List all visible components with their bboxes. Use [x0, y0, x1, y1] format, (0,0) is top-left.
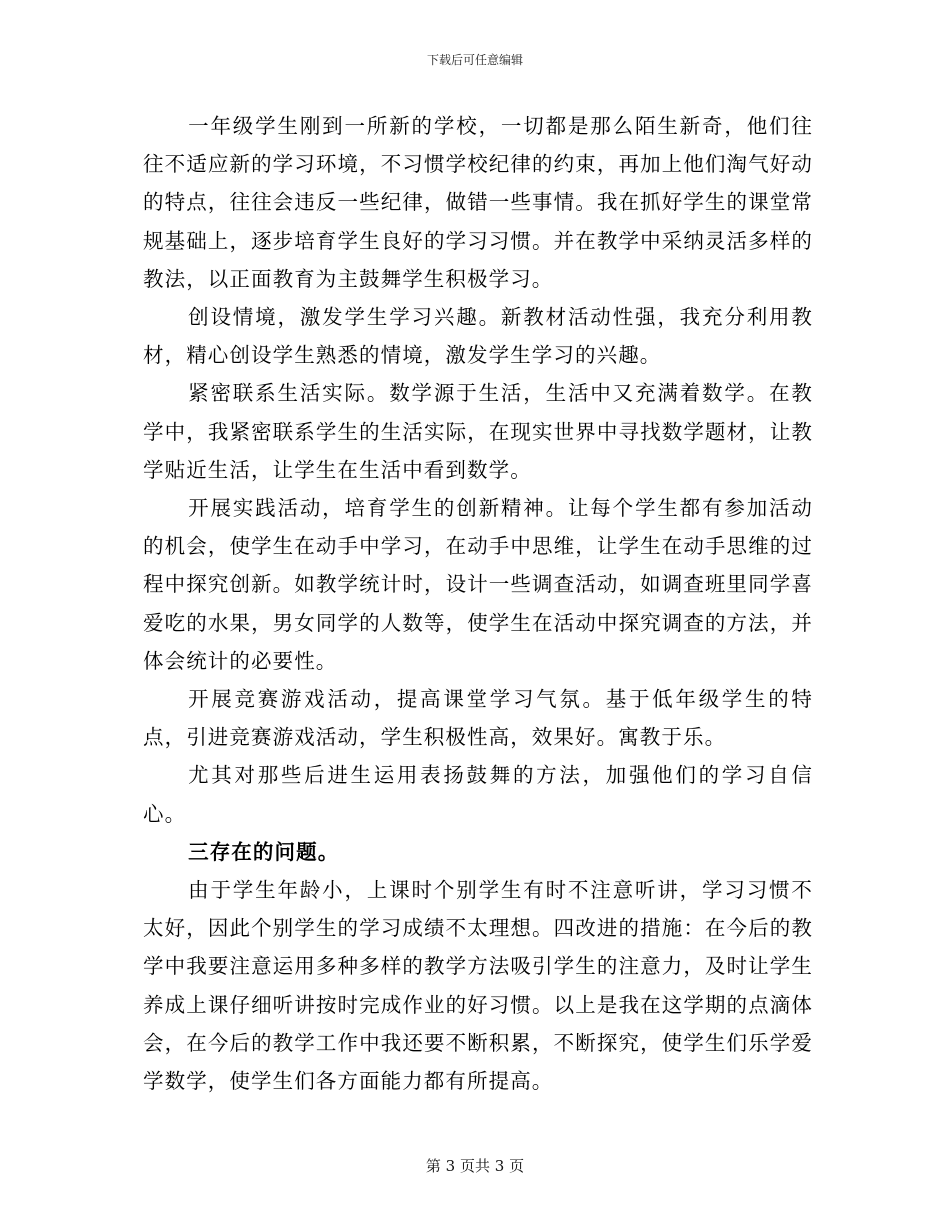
paragraph-encouragement: 尤其对那些后进生运用表扬鼓舞的方法，加强他们的学习自信心。 — [143, 763, 813, 826]
paragraph-life-connection: 紧密联系生活实际。数学源于生活，生活中又充满着数学。在教学中，我紧密联系学生的生活实际，在现实世界中寻找数学题材，让教学贴近生活，让学生在生活中看到数学。 — [143, 381, 813, 482]
page-footer: 第 3 页共 3 页 — [425, 1157, 525, 1175]
page-header: 下载后可任意编辑 — [426, 53, 523, 67]
section-heading-problems: 三存在的问题。 — [188, 839, 340, 864]
paragraph-situation: 创设情境，激发学生学习兴趣。新教材活动性强，我充分利用教材，精心创设学生熟悉的情境，激发学生学习的兴趣。 — [143, 305, 813, 368]
paragraph-practice-activities: 开展实践活动，培育学生的创新精神。让每个学生都有参加活动的机会，使学生在动手中学习，在动手中思维，让学生在动手思维的过程中探究创新。如教学统计时，设计一些调查活动，如调查班里同学喜爱吃的水果，男女同学的人数等，使学生在活动中探究调查的方法，并体会统计的必要性。 — [143, 496, 813, 673]
paragraph-problems-improvements: 由于学生年龄小，上课时个别学生有时不注意听讲，学习习惯不太好，因此个别学生的学习成绩不太理想。四改进的措施：在今后的教学中我要注意运用多种多样的教学方法吸引学生的注意力，及时让学生养成上课仔细听讲按时完成作业的好习惯。以上是我在这学期的点滴体会，在今后的教学工作中我还要不断积累，不断探究，使学生们乐学爱学数学，使学生们各方面能力都有所提高。 — [143, 878, 813, 1094]
document-body — [143, 107, 813, 1100]
paragraph-intro: 一年级学生刚到一所新的学校，一切都是那么陌生新奇，他们往往不适应新的学习环境，不习惯学校纪律的约束，再加上他们淘气好动的特点，往往会违反一些纪律，做错一些事情。我在抓好学生的课堂常规基础上，逐步培育学生良好的学习习惯。并在教学中采纳灵活多样的教法，以正面教育为主鼓舞学生积极学习。 — [143, 114, 813, 291]
paragraph-competition-games: 开展竞赛游戏活动，提高课堂学习气氛。基于低年级学生的特点，引进竞赛游戏活动，学生积极性高，效果好。寓教于乐。 — [143, 687, 813, 750]
